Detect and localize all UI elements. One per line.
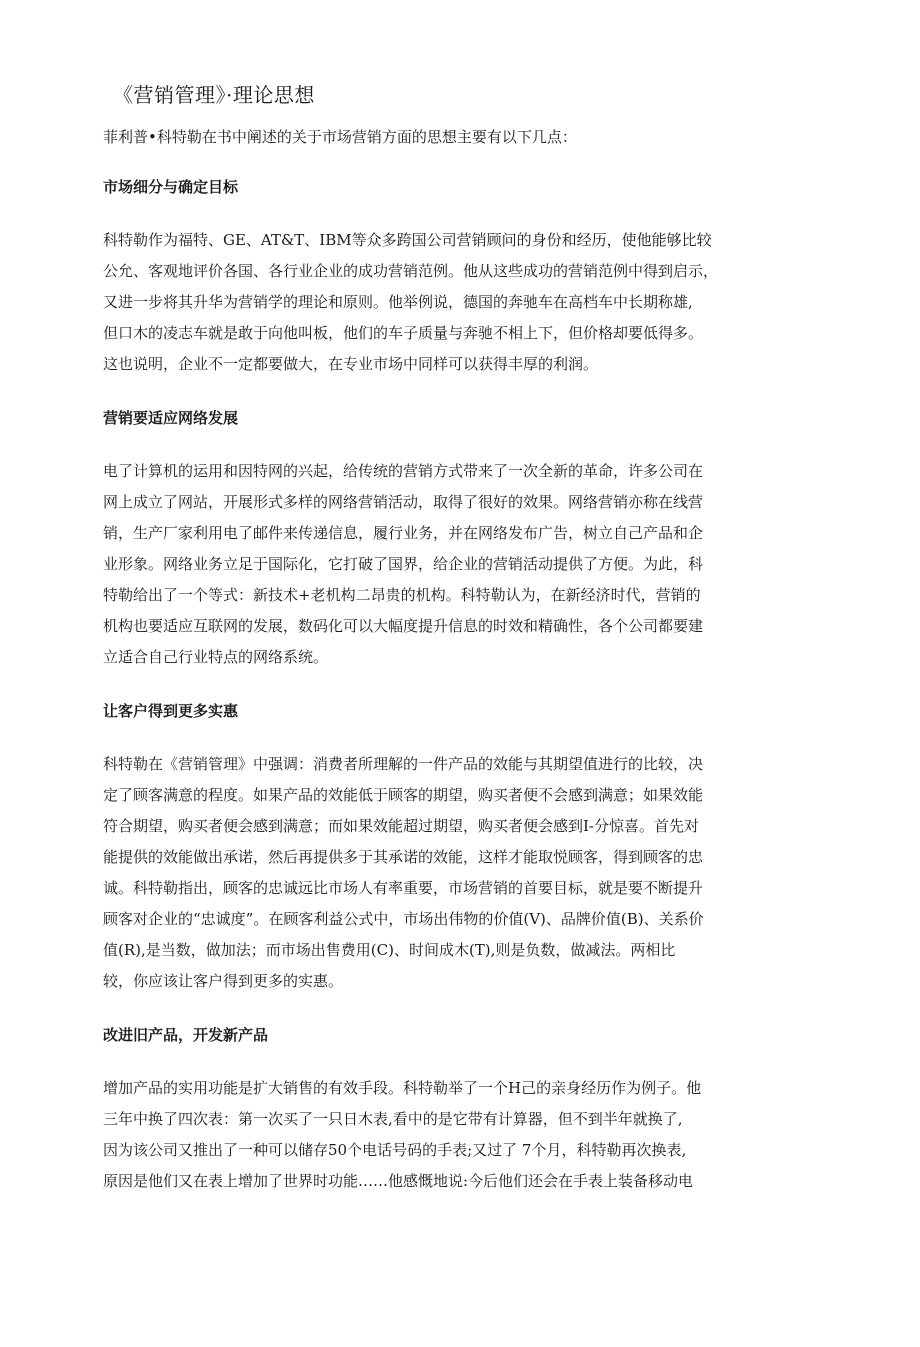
paragraph-line: 定了顾客满意的程度。如果产品的效能低于顾客的期望，购买者便不会感到满意；如果效能 — [103, 786, 704, 804]
intro-paragraph: 菲利普•科特勒在书中阐述的关于市场营销方面的思想主要有以下几点： — [103, 128, 577, 146]
document-page — [103, 78, 808, 1197]
section-heading: 市场细分与确定目标 — [103, 178, 239, 196]
paragraph-line: 三年中换了四次表：第一次买了一只日木表,看中的是它带有计算器，但不到半年就换了, — [103, 1110, 683, 1128]
paragraph-line: 公允、客观地评价各国、各行业企业的成功营销范例。他从这些成功的营销范例中得到启示， — [103, 262, 719, 280]
paragraph-line: 特勒给出了一个等式：新技术+老机构二昂贵的机构。科特勒认为，在新经济时代，营销的 — [103, 586, 701, 604]
paragraph-line: 又进一步将其升华为营销学的理论和原则。他举例说，德国的奔驰车在高档车中长期称雄, — [103, 293, 693, 311]
paragraph-line: 诚。科特勒指出，顾客的忠诚远比市场人有率重要，市场营销的首要目标，就是要不断提升 — [103, 879, 704, 897]
section-paragraph — [103, 749, 808, 997]
paragraph-line: 因为该公司又推出了一种可以储存50个电话号码的手表;又过了 7个月，科特勒再次换表, — [103, 1141, 687, 1159]
paragraph-line: 机构也要适应互联网的发展，数码化可以大幅度提升信息的时效和精确性，各个公司都要建 — [103, 617, 704, 635]
section — [103, 406, 808, 673]
section — [103, 1023, 808, 1197]
section — [103, 175, 808, 380]
sections-container — [103, 175, 808, 1197]
paragraph-line: 立适合自己行业特点的网络系统。 — [103, 648, 329, 666]
paragraph-line: 业形象。网络业务立足于国际化，它打破了国界，给企业的营销活动提供了方便。为此，科 — [103, 555, 704, 573]
paragraph-line: 较，你应该让客户得到更多的实惠。 — [103, 972, 344, 990]
paragraph-line: 科特勒作为福特、GE、AT&T、IBM等众多跨国公司营销顾问的身份和经历，使他能够比较 — [103, 231, 712, 249]
section-paragraph — [103, 456, 808, 673]
paragraph-line: 能提供的效能做出承诺，然后再提供多于其承诺的效能，这样才能取悦顾客，得到顾客的忠 — [103, 848, 704, 866]
paragraph-line: 原因是他们又在表上增加了世界时功能……他感慨地说:今后他们还会在手表上装备移动电 — [103, 1172, 694, 1190]
paragraph-line: 销，生产厂家利用电了邮件来传递信息，履行业务，并在网络发布广告，树立自己产品和企 — [103, 524, 704, 542]
section-paragraph — [103, 225, 808, 380]
section-heading: 改进旧产品，开发新产品 — [103, 1026, 269, 1044]
section-heading: 营销要适应网络发展 — [103, 409, 239, 427]
paragraph-line: 网上成立了网站，开展形式多样的网络营销活动，取得了很好的效果。网络营销亦称在线营 — [103, 493, 704, 511]
paragraph-line: 但口木的凌志车就是敢于向他叫板，他们的车子质量与奔驰不相上下，但价格却要低得多。 — [103, 324, 704, 342]
section — [103, 699, 808, 997]
paragraph-line: 科特勒在《营销管理》中强调：消费者所理解的一件产品的效能与其期望值进行的比较，决 — [103, 755, 704, 773]
paragraph-line: 电了计算机的运用和因特网的兴起，给传统的营销方式带来了一次全新的革命，许多公司在 — [103, 462, 704, 480]
paragraph-line: 符合期望，购买者便会感到满意；而如果效能超过期望，购买者便会感到I-分惊喜。首先对 — [103, 817, 699, 835]
section-paragraph — [103, 1073, 808, 1197]
paragraph-line: 增加产品的实用功能是扩大销售的有效手段。科特勒举了一个H己的亲身经历作为例子。他 — [103, 1079, 702, 1097]
section-heading: 让客户得到更多实惠 — [103, 702, 239, 720]
paragraph-line: 这也说明，企业不一定都要做大，在专业市场中同样可以获得丰厚的利润。 — [103, 355, 599, 373]
paragraph-line: 值(R),是当数，做加法；而市场出售费用(C)、时间成木(T),则是负数，做减法。两相比 — [103, 941, 676, 959]
paragraph-line: 顾客对企业的“忠诚度”。在顾客利益公式中，市场出伟物的价值(V)、品牌价值(B)、关系价 — [103, 910, 704, 928]
document-title: 《营销管理》·理论思想 — [113, 83, 315, 107]
